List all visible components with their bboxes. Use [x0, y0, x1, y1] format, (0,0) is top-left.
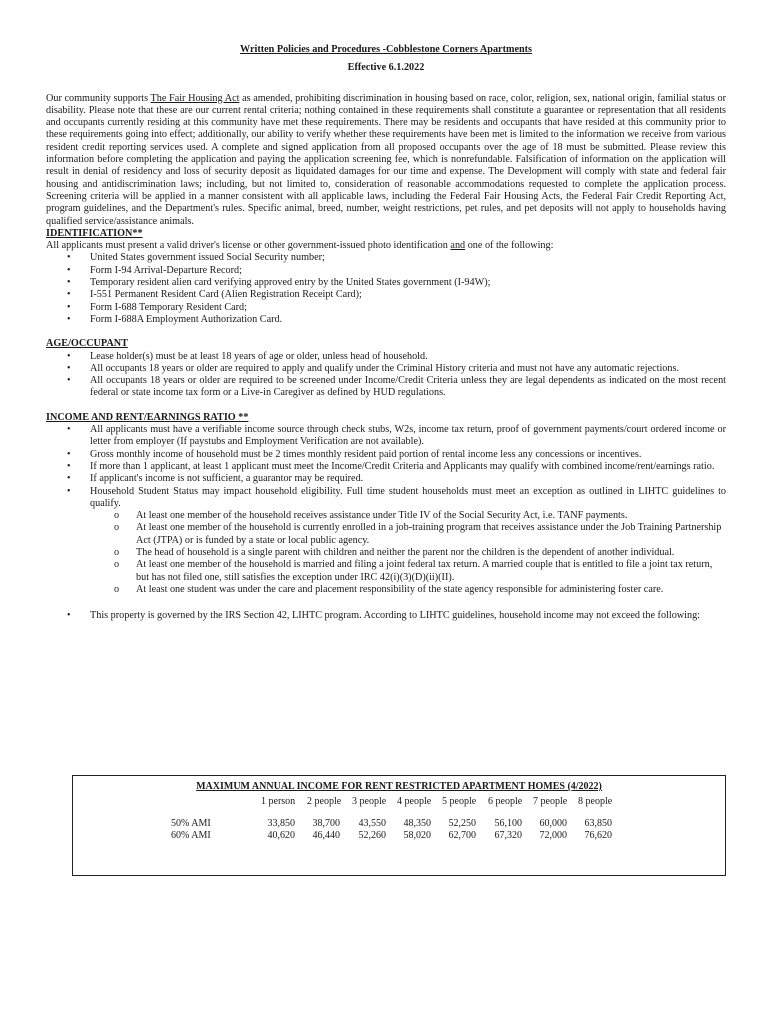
table-cell: 72,000: [539, 830, 567, 841]
table-cell: 76,620: [584, 830, 612, 841]
table-cell: 56,100: [494, 818, 522, 829]
list-item-text: All applicants must have a verifiable income source through check stubs, W2s, income tax return, proof of government payments/court ordered income or letter from employer (If paystubs and Employment Verification are not available).: [90, 424, 726, 448]
list-item: [46, 289, 726, 301]
circle-bullet-icon: o: [114, 583, 120, 595]
sub-list-item-text: At least one member of the household receives assistance under Title IV of the Social Security Act, i.e. TANF payments.: [136, 510, 628, 522]
list-item: [46, 424, 726, 449]
list-item: [46, 473, 726, 485]
list-item-text: Gross monthly income of household must be 2 times monthly resident paid portion of rental income less any concessions or incentives.: [90, 448, 642, 460]
table-cell: 43,550: [358, 818, 386, 829]
bullet-icon: •: [67, 277, 71, 289]
identification-heading: IDENTIFICATION**: [46, 227, 143, 239]
list-item: [46, 610, 726, 622]
section-gap: [46, 326, 726, 338]
list-item-text: Form I-688 Temporary Resident Card;: [90, 301, 247, 313]
student-exception-list: [90, 510, 726, 596]
sub-list-item: [90, 522, 726, 547]
bullet-icon: •: [67, 313, 71, 325]
list-item: [46, 252, 726, 264]
column-header: 8 people: [578, 796, 613, 807]
section-gap: [46, 400, 726, 412]
bullet-icon: •: [67, 460, 71, 472]
bullet-icon: •: [67, 610, 71, 622]
list-item-text: Form I-688A Employment Authorization Card.: [90, 313, 283, 325]
intro-text-rest: as amended, prohibiting discrimination in housing based on race, color, religion, sex, national origin, familial status or disability. Please note that these are our current rental criteria; nothing contained in these requirements shall constitute a guarantee or representation that all residents and occupants currently residing at this community have met these requirements. There may be residents and occupants that have resided at this community prior to these requirements going into effect; additionally, our ability to verify whether these requirements have been met is limited to the information we receive from various resident credit reporting services used. A complete and signed application from all proposed occupants over the age of 18 must be submitted. Please review this information before completing the application and paying the application screening fee, which is nonrefundable. Falsification of information on the application will result in denial of residency and loss of security deposit as liquidated damages for our time and expense. The Development will comply with state and federal fair housing and antidiscrimination laws; including, but not limited to, consideration of reasonable accommodations requested to complete the application process. Screening criteria will be applied in a manner consistent with all applicable laws, including the Federal Fair Housing Acts, the Federal Fair Credit Reporting Act, program guidelines, and the Department's rules. Specific animal, breed, number, weight restrictions, pet rules, and pet deposits will not apply to households having qualified service/assistance animals.: [46, 92, 726, 227]
column-header: 5 people: [442, 796, 477, 807]
column-header: 1 person: [261, 796, 296, 807]
table-header-row: [73, 796, 725, 808]
table-cell: 38,700: [312, 818, 340, 829]
bullet-icon: •: [67, 264, 71, 276]
list-item-text: All occupants 18 years or older are required to be screened under Income/Credit Criteria unless they are legal dependents as indicated on the most recent federal or state income tax form or a Live-in Caregiver as defined by HUD regulations.: [90, 375, 726, 399]
sub-list-item: [90, 584, 726, 596]
intro-paragraph: [46, 93, 726, 228]
list-item-text: Temporary resident alien card verifying approved entry by the United States government (I-94W);: [90, 277, 491, 289]
list-item-text: United States government issued Social Security number;: [90, 252, 325, 264]
list-item-text: Household Student Status may impact household eligibility. Full time student households must meet an exception as outlined in LIHTC guidelines to qualify.: [90, 485, 726, 509]
list-item: [46, 265, 726, 277]
list-item: [46, 314, 726, 326]
circle-bullet-icon: o: [114, 522, 120, 534]
bullet-icon: •: [67, 362, 71, 374]
row-label: 50% AMI: [171, 818, 211, 829]
list-item: [46, 363, 726, 375]
column-header: 3 people: [352, 796, 387, 807]
list-item-text: This property is governed by the IRS Section 42, LIHTC program. According to LIHTC guidelines, household income may not exceed the following:: [90, 610, 700, 622]
identification-lead-start: All applicants must present a valid driver's license or other government-issued photo identification: [46, 240, 451, 252]
age-occupant-list: [46, 351, 726, 400]
list-item: [46, 375, 726, 400]
sub-list-item-text: The head of household is a single parent with children and neither the parent nor the children is the dependent of another individual.: [136, 546, 675, 558]
list-item-text: I-551 Permanent Resident Card (Alien Registration Receipt Card);: [90, 289, 362, 301]
table-cell: 52,250: [448, 818, 476, 829]
list-item-text: Lease holder(s) must be at least 18 years of age or older, unless head of household.: [90, 350, 428, 362]
table-cell: 33,850: [267, 818, 295, 829]
max-income-table-title: MAXIMUM ANNUAL INCOME FOR RENT RESTRICTED APARTMENT HOMES (4/2022): [196, 781, 602, 792]
bullet-icon: •: [67, 301, 71, 313]
bullet-icon: •: [67, 252, 71, 264]
sub-list-item-text: At least one student was under the care and placement responsibility of the state agency responsible for administering foster care.: [136, 583, 664, 595]
bullet-icon: •: [67, 350, 71, 362]
list-item: [46, 461, 726, 473]
column-header: 6 people: [488, 796, 523, 807]
income-final-list: [46, 610, 726, 622]
table-row: [73, 830, 725, 842]
sub-list-item: [90, 510, 726, 522]
column-header: 7 people: [533, 796, 568, 807]
bullet-icon: •: [67, 424, 71, 436]
sub-list-item-text: At least one member of the household is married and filing a joint federal tax return. A married couple that is entitled to file a joint tax return, but has not filed one, still satisfies the exception under IRC 42(i)(3)(D)(ii)(II).: [136, 559, 713, 583]
sub-list-item: [90, 547, 726, 559]
table-cell: 52,260: [358, 830, 386, 841]
circle-bullet-icon: o: [114, 559, 120, 571]
income-heading: INCOME AND RENT/EARNINGS RATIO **: [46, 411, 249, 423]
column-header: 2 people: [307, 796, 342, 807]
table-cell: 67,320: [494, 830, 522, 841]
sub-list-item: [90, 559, 726, 584]
list-item: [46, 302, 726, 314]
list-item: [46, 351, 726, 363]
list-item-text: Form I-94 Arrival-Departure Record;: [90, 264, 242, 276]
max-income-table: [72, 775, 726, 876]
identification-lead-and: and: [450, 240, 466, 252]
table-cell: 63,850: [584, 818, 612, 829]
bullet-icon: •: [67, 473, 71, 485]
list-item: [46, 277, 726, 289]
table-cell: 46,440: [312, 830, 340, 841]
circle-bullet-icon: o: [114, 546, 120, 558]
age-occupant-heading: AGE/OCCUPANT: [46, 338, 128, 350]
bullet-icon: •: [67, 448, 71, 460]
document-page: [46, 44, 726, 622]
identification-lead-end: one of the following:: [465, 240, 554, 252]
column-header: 4 people: [397, 796, 432, 807]
document-title: Written Policies and Procedures -Cobblestone Corners Apartments: [239, 44, 532, 55]
table-cell: 40,620: [267, 830, 295, 841]
list-item: [46, 486, 726, 597]
bullet-icon: •: [67, 485, 71, 497]
intro-text-start: Our community supports: [46, 92, 151, 104]
list-item-text: All occupants 18 years or older are required to apply and qualify under the Criminal History criteria and must not have any automatic rejections.: [90, 362, 679, 374]
table-row: [73, 818, 725, 830]
section-gap: [46, 596, 726, 610]
table-cell: 48,350: [403, 818, 431, 829]
table-cell: 58,020: [403, 830, 431, 841]
fair-housing-act-link: The Fair Housing Act: [150, 92, 240, 104]
row-label: 60% AMI: [171, 830, 211, 841]
identification-lead: [46, 240, 726, 252]
bullet-icon: •: [67, 289, 71, 301]
identification-list: [46, 252, 726, 326]
list-item: [46, 449, 726, 461]
list-item-text: If applicant's income is not sufficient, a guarantor may be required.: [90, 473, 364, 485]
list-item-text: If more than 1 applicant, at least 1 applicant must meet the Income/Credit Criteria and Applicants may qualify with combined income/rent/earnings ratio.: [90, 460, 715, 472]
sub-list-item-text: At least one member of the household is currently enrolled in a job-training program that receives assistance under the Job Training Partnership Act (JTPA) or is funded by a state or local public agency.: [136, 522, 722, 546]
bullet-icon: •: [67, 375, 71, 387]
table-cell: 62,700: [448, 830, 476, 841]
table-cell: 60,000: [539, 818, 567, 829]
income-list: [46, 424, 726, 596]
effective-date: Effective 6.1.2022: [347, 62, 425, 74]
circle-bullet-icon: o: [114, 510, 120, 522]
